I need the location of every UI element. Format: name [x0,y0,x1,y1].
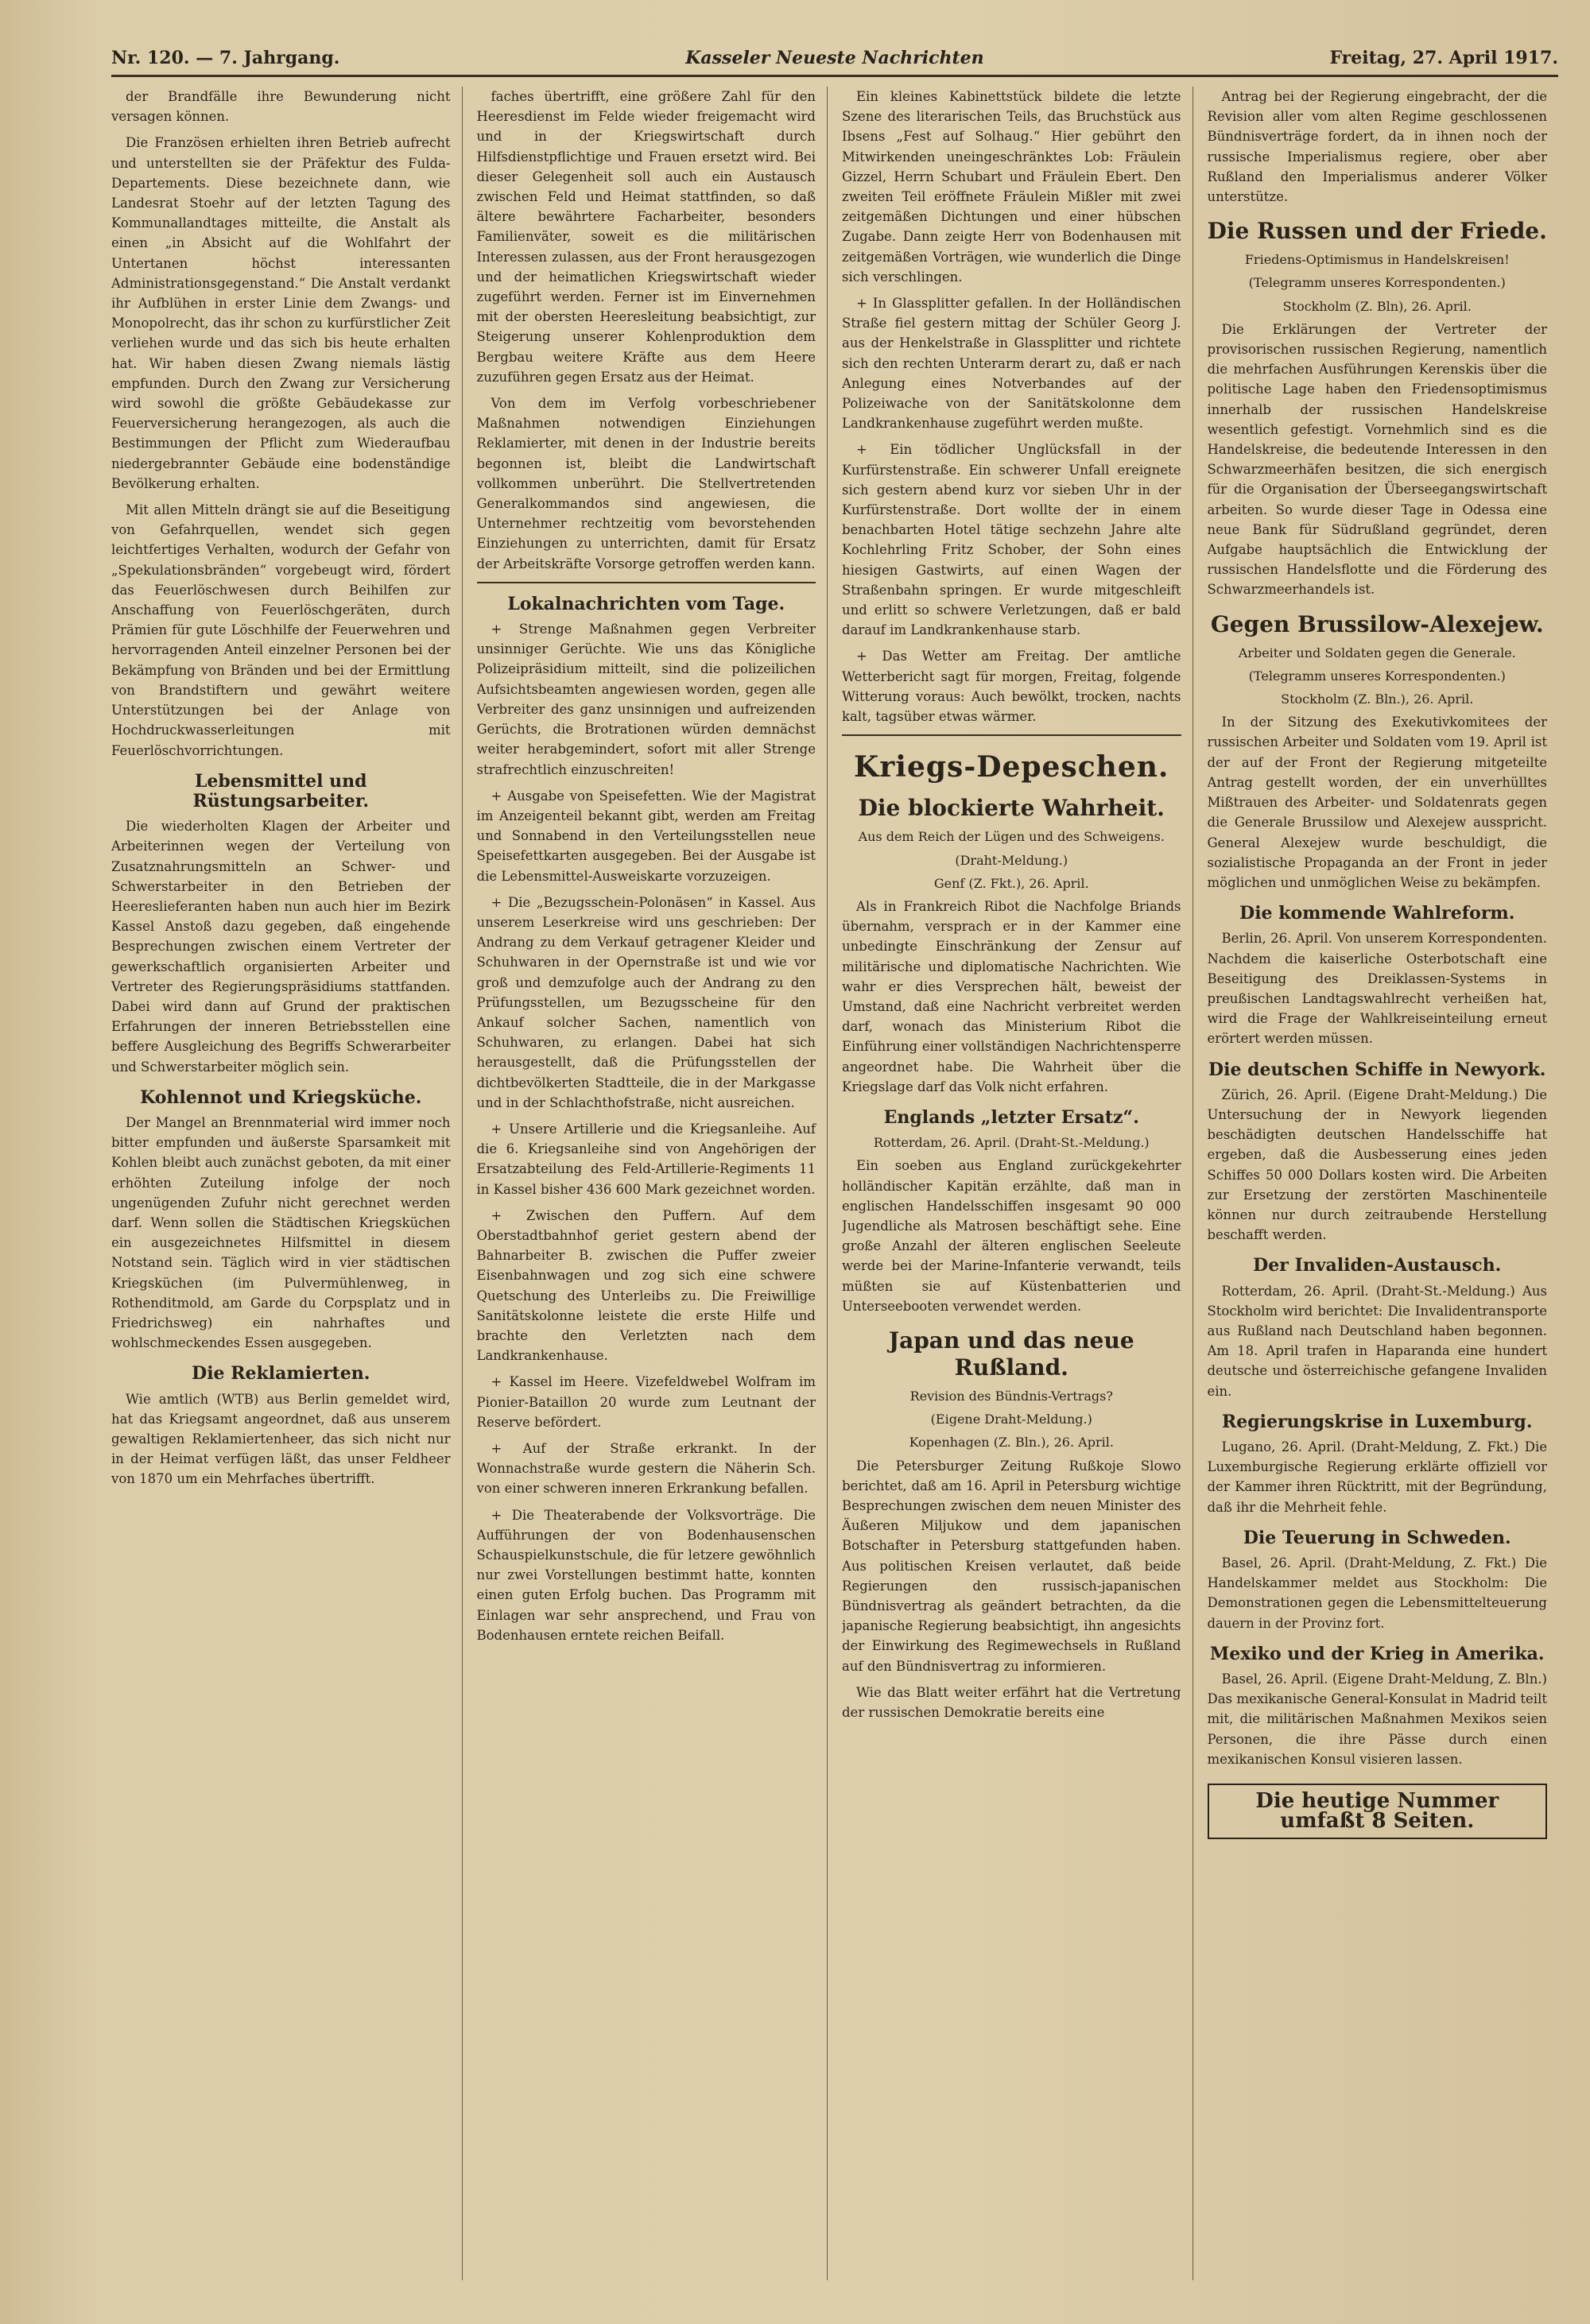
headline: Englands „letzter Ersatz“. [883,1106,1139,1128]
headline: Der Invaliden-Austausch. [1253,1255,1502,1276]
masthead [111,48,1558,77]
headline: Kohlennot und Kriegsküche. [140,1086,422,1108]
headline: Die blockierte Wahrheit. [858,795,1165,822]
issue-number: Nr. 120. — 7. Jahrgang. [111,48,340,68]
headline: Lebensmittel und Rüstungsarbeiter. [192,770,370,811]
article-text: Lugano, 26. April. (Draht-Meldung, Z. Fkt.) Die Luxemburgische Regierung erklärte offiziell vor der Kammer ihren Rücktritt, mit der Begründung, daß ihr die Mehrheit fehle. [1207,1439,1547,1515]
subheadline: (Telegramm unseres Korrespondenten.) [1248,668,1506,684]
article-text: Wie das Blatt weiter erfährt hat die Vertretung der russischen Demokratie bereits eine [842,1684,1181,1721]
article-text: Wie amtlich (WTB) aus Berlin gemeldet wird, hat das Kriegsamt angeordnet, daß aus unserem gewaltigen Reklamiertenheer, das sich nicht nur in der Heimat verfügen läßt, das unser Feldheer von 1870 um ein Mehrfaches übertrifft. [111,1391,451,1487]
dateline: Stockholm (Z. Bln.), 26. April. [1281,691,1474,707]
subheadline: Aus dem Reich der Lügen und des Schweigens. [858,829,1165,845]
headline: Lokalnachrichten vom Tage. [507,593,785,614]
article-text: + In Glassplitter gefallen. In der Holländischen Straße fiel gestern mittag der Schüler Georg J. aus der Henkelstraße in Glassplitter und richtete sich den rechten Unterarm derart zu, daß er nach Anlegung eines Notverbandes auf der Polizeiwache von der Sanitätskolonne dem Landkrankenhause zugeführt werden mußte. [842,296,1181,432]
article-text: Berlin, 26. April. Von unserem Korrespondenten. Nachdem die kaiserliche Osterbotschaft eine Beseitigung des Dreiklassen-Systems in preußischen Landtagswahlrecht verheißen hat, wird die Frage der Wahlkreiseinteilung erneut erörtert werden müssen. [1207,931,1547,1047]
article-text: + Zwischen den Puffern. Auf dem Oberstadtbahnhof geriet gestern abend der Bahnarbeiter B. zwischen die Puffer zweier Eisenbahnwagen und zog sich eine schwere Quetschung des Unterleibs zu. Die Freiwillige Sanitätskolonne leistete die erste Hilfe und brachte den Verletzten nach dem Landkrankenhause. [476,1207,816,1364]
paper-name: Kasseler Neueste Nachrichten [685,48,984,68]
issue-date: Freitag, 27. April 1917. [1329,48,1558,68]
article-text: Ein kleines Kabinettstück bildete die letzte Szene des literarischen Teils, das Bruchstück aus Ibsens „Fest auf Solhaug.“ Hier gebührt den Mitwirkenden uneingeschränktes Lob: Fräulein Gizzel, Herrn Schubart und Fräulein Ebert. Den zweiten Teil eröffnete Fräulein Mißler mit zwei zeitgemäßen Dichtungen und einer hübschen Zugabe. Dann zeigte Herr von Bodenhausen mit zeitgemäßen Vorträgen, wie wunderlich die Dinge sich verschlingen. [842,89,1181,285]
headline: Die deutschen Schiffe in Newyork. [1208,1059,1546,1080]
article-text: der Brandfälle ihre Bewunderung nicht versagen können. [111,89,451,125]
headline: Die Russen und der Friede. [1207,218,1547,245]
column-1 [111,87,463,2280]
column-4 [1208,87,1559,2280]
subheadline: (Eigene Draht-Meldung.) [930,1412,1092,1427]
subheadline: Arbeiter und Soldaten gegen die Generale. [1238,645,1516,660]
article-text: Rotterdam, 26. April. (Draht-St.-Meldung.) Aus Stockholm wird berichtet: Die Invalidentransporte aus Rußland nach Deutschland haben begonnen. Am 18. April trafen in Haparanda eine hundert deutsche und österreichische gefangene Invaliden ein. [1207,1283,1547,1399]
article-text: Von dem im Verfolg vorbeschriebener Maßnahmen notwendigen Einziehungen Reklamierter, mit denen in der Industrie bereits begonnen ist, bleibt die Landwirtschaft vollkommen unberührt. Die Stellvertretenden Generalkommandos sind angewiesen, die Unternehmer rechtzeitig vom bevorstehenden Einziehungen zu unterrichten, damit für Ersatz der Arbeitskräfte Vorsorge getroffen werden kann. [476,396,816,571]
dateline: Genf (Z. Fkt.), 26. April. [933,875,1089,891]
dateline: Stockholm (Z. Bln), 26. April. [1282,298,1472,314]
article-text: + Die „Bezugsschein-Polonäsen“ in Kassel. Aus unserem Leserkreise wird uns geschrieben: Der Andrang zu dem Verkauf getragener Kleider und Schuhwaren in der Opernstraße ist und wie vor groß und demzufolge auch der Andrang zu den Prüfungsstellen, um Bezugsscheine für den Ankauf solcher Sachen, namentlich von Schuhwaren, zu erlangen. Dabei hat sich herausgestellt, daß die Prüfungsstellen der dichtbevölkerten Stadtteile, die in der Markgasse und in der Schlachthofstraße, nicht ausreichen. [476,894,816,1110]
article-text: + Das Wetter am Freitag. Der amtliche Wetterbericht sagt für morgen, Freitag, folgende Witterung voraus: Auch bewölkt, trocken, nachts kalt, tagsüber etwas wärmer. [842,649,1181,725]
dateline: Kopenhagen (Z. Bln.), 26. April. [909,1435,1114,1451]
article-text: Zürich, 26. April. (Eigene Draht-Meldung.) Die Untersuchung der in Newyork liegenden beschädigten deutschen Handelsschiffe hat ergeben, daß die Ausbesserung eines jeden Schiffes 50 000 Dollars kosten wird. Die Arbeiten zur Ersetzung der zerstörten Maschinenteile können nur durch zeitraubende Herstellung beschafft werden. [1207,1086,1547,1243]
article-text: + Strenge Maßnahmen gegen Verbreiter unsinniger Gerüchte. Wie uns das Königliche Polizeipräsidium mitteilt, sind die polizeilichen Aufsichtsbeamten angewiesen worden, gegen alle Verbreiter des ganz unsinnigen und aufreizenden Gerüchts, die Brotrationen würden demnächst weiter herabgemindert, sofort mit aller Strenge strafrechtlich einzuschreiten! [476,622,816,777]
article-text: Antrag bei der Regierung eingebracht, der die Revision aller vom alten Regime geschlossenen Bündnisverträge fordert, da in ihnen noch der russische Imperialismus regiere, ober aber Rußland den Imperialismus anderer Völker unterstütze. [1207,89,1547,205]
section-headline: Kriegs-Depeschen. [854,750,1169,784]
headline: Die Teuerung in Schweden. [1243,1527,1511,1548]
subheadline: Friedens-Optimismus in Handelskreisen! [1244,252,1510,268]
article-text: + Auf der Straße erkrankt. In der Wonnachstraße wurde gestern die Näherin Sch. von einer schweren inneren Erkrankung befallen. [476,1441,816,1497]
subheadline: (Draht-Meldung.) [955,852,1068,868]
article-text: faches übertrifft, eine größere Zahl für den Heeresdienst im Felde wieder freigemacht wird und in der Kriegswirtschaft durch Hilfsdienstpflichtige und Frauen ersetzt wird. Bei dieser Gelegenheit soll auch ein Austausch zwischen Feld und Heimat stattfinden, so daß ältere bewährtere Facharbeiter, besonders Familienväter, soweit es die militärischen Interessen zulassen, aus der Front herausgezogen und der heimatlichen Kriegswirtschaft wieder zugeführt werden. Ferner ist im Einvernehmen mit der obersten Heeresleitung beabsichtigt, zur Steigerung unserer Kohlenproduktion dem Bergbau weitere Kräfte aus dem Heere zuzuführen gegen Ersatz aus der Heimat. [476,89,816,385]
article-text: In der Sitzung des Exekutivkomitees der russischen Arbeiter und Soldaten vom 19. April ist der auf der Front der Regierung mitgeteilte Antrag gestellt worden, der ein unverhülltes Mißtrauen des Arbeiter- und Soldatenrats gegen die Generale Brussilow und Alexejew ausspricht. General Alexejew wurde beschuldigt, die sozialistische Propaganda an der Front in jeder möglichen und unmöglichen Weise zu bekämpfen. [1207,715,1547,890]
headline: Gegen Brussilow-Alexejew. [1210,610,1544,637]
article-text: Basel, 26. April. (Eigene Draht-Meldung, Z. Bln.) Das mexikanische General-Konsulat in Madrid teilt mit, die militärischen Maßnahmen Mexikos seien Personen, die ihre Pässe durch einen mexikanischen Konsul visieren lassen. [1207,1671,1547,1767]
article-text: + Kassel im Heere. Vizefeldwebel Wolfram im Pionier-Bataillon 20 wurde zum Leutnant der Reserve befördert. [476,1374,816,1430]
article-text: Die Erklärungen der Vertreter der provisorischen russischen Regierung, namentlich die mehrfachen Ausführungen Kerenskis über die politische Lage haben den Friedensoptimismus innerhalb der russischen Handelskreise wesentlich gefestigt. Vornehmlich sind es die Handelskreise, die bedeutende Interessen in den Schwarzmeerhäfen besitzen, die sich energisch für die Organisation der Überseegangswirtschaft arbeiten. So wurde dieser Tage in Odessa eine neue Bank für Südrußland gegründet, deren Aufgabe hauptsächlich die Entwicklung der russischen Handelsflotte und die Förderung des Schwarzmeerhandels ist. [1207,321,1547,598]
article-text: Die Französen erhielten ihren Betrieb aufrecht und unterstellten sie der Präfektur des Fulda-Departements. Diese bezeichnete dann, wie Landesrat Stoehr auf der letzten Tagung des Kommunallandtages mitteilte, die Anstalt als einen „in Absicht auf die Wohlfahrt der Untertanen höchst interessanten Administrationsgegenstand.“ Die Anstalt verdankt ihr Aufblühen in erster Linie dem Zwangs- und Monopolrecht, das ihr schon zu kurfürstlicher Zeit verliehen wurde und das sich bis heute erhalten hat. Wir haben diesen Zwang niemals lästig empfunden. Durch den Zwang zur Versicherung wird sowohl die größte Gebäudekasse zur Feuerversicherung herangezogen, als auch die Bestimmungen der Pflicht zum Wiederaufbau niedergebrannter Gebäude eine bodenständige Bevölkerung erhalten. [111,135,451,491]
headline: Regierungskrise in Luxemburg. [1222,1411,1533,1432]
article-text: Als in Frankreich Ribot die Nachfolge Briands übernahm, versprach er in der Kammer eine unbedingte Einschränkung der Zensur auf militärische und diplomatische Nachrichten. Wie wahr er dies Versprechen hält, beweist der Umstand, daß eine Nachricht verbreitet werden darf, wonach das Ministerium Ribot die Einführung einer vollständigen Nachrichtensperre angeordnet habe. Die Wahrheit über die Kriegslage darf das Volk nicht erfahren. [842,898,1181,1094]
article-text: Ein soeben aus England zurückgekehrter holländischer Kapitän erzählte, daß man in englischen Handelsschiffen insgesamt 90 000 Jugendliche als Matrosen beschäftigt sehe. Eine große Anzahl der älteren englischen Seeleute werde bei der Marine-Infanterie verwandt, teils müßten sie auf Küstenbatterien und Unterseebooten verwendet werden. [842,1158,1181,1314]
columns [111,87,1558,2280]
article-text: Basel, 26. April. (Draht-Meldung, Z. Fkt.) Die Handelskammer meldet aus Stockholm: Die Demonstrationen gegen die Lebensmittelteuerung dauern in der Provinz fort. [1207,1555,1547,1631]
article-text: Die Petersburger Zeitung Rußkoje Slowo berichtet, daß am 16. April in Petersburg wichtige Besprechungen zwischen dem neuen Minister des Äußeren Miljukow und dem japanischen Botschafter in Petersburg stattgefunden haben. Aus politischen Kreisen verlautet, daß beide Regierungen den russisch-japanischen Bündnisvertrag als geändert betrachten, da die japanische Regierung beabsichtigt, ihn angesichts der Einwirkung des Regimewechsels in Rußland auf den Bündnisvertrag zu informieren. [842,1458,1181,1674]
divider [842,734,1181,736]
dateline: Rotterdam, 26. April. (Draht-St.-Meldung.) [873,1135,1150,1151]
headline: Die kommende Wahlreform. [1239,903,1515,924]
article-text: + Die Theaterabende der Volksvorträge. Die Aufführungen der von Bodenhausenschen Schauspielkunstschule, die für letzere gewöhnlich nur zwei Vorstellungen bestimmt hatte, konnten einen guten Erfolg buchen. Das Programm mit Einlagen war sehr ansprechend, und Frau von Bodenhausen erntete reichen Beifall. [476,1507,816,1643]
headline: Die Reklamierten. [192,1363,370,1385]
page-count-notice: Die heutige Nummer umfaßt 8 Seiten. [1208,1784,1548,1839]
article-text: Der Mangel an Brennmaterial wird immer noch bitter empfunden und äußerste Sparsamkeit mit Kohlen bleibt auch zunächst geboten, da mit einer erhöhten Zuteilung infolge der noch ungenügenden Zufuhr nicht gerechnet werden darf. Wenn sollen die Städtischen Kriegsküchen ein ausgezeichnetes Hilfsmittel in diesem Notstand sein. Täglich wird in vier städtischen Kriegsküchen (im Pulvermühlenweg, in Rothenditmold, am Garde du Corpsplatz und in Friedrichsweg) ein nahrhaftes und wohlschmeckendes Essen ausgegeben. [111,1114,451,1351]
subheadline: (Telegramm unseres Korrespondenten.) [1248,275,1506,291]
article-text: + Ein tödlicher Unglücksfall in der Kurfürstenstraße. Ein schwerer Unfall ereignete sich gestern abend kurz vor sieben Uhr in der Kurfürstenstraße. Dort wollte der in einem benachbarten Hotel tätige sechzehn Jahre alte Kochlehrling Fritz Schober, der Sohn eines hiesigen Gastwirts, auf einen Wagen der Straßenbahn springen. Er wurde mitgeschleift und erlitt so schwere Verletzungen, daß er bald darauf im Landkrankenhause starb. [842,442,1181,638]
article-text: + Ausgabe von Speisefetten. Wie der Magistrat im Anzeigenteil bekannt gibt, werden am Freitag und Sonnabend in den Verteilungsstellen neue Speisefettkarten ausgegeben. Bei der Ausgabe ist die Lebensmittel-Ausweiskarte vorzuzeigen. [476,788,816,884]
subheadline: Revision des Bündnis-Vertrags? [909,1388,1113,1404]
article-text: + Unsere Artillerie und die Kriegsanleihe. Auf die 6. Kriegsanleihe sind von Angehörigen der Ersatzabteilung des Feld-Artillerie-Regiments 11 in Kassel bisher 436 600 Mark gezeichnet worden. [476,1121,816,1197]
column-3 [842,87,1193,2280]
article-text: Die wiederholten Klagen der Arbeiter und Arbeiterinnen wegen der Verteilung von Zusatznahrungsmitteln an Schwer- und Schwerstarbeiter in den Betrieben der Heereslieferanten haben nun auch hier im Bezirk Kassel Anstoß dazu gegeben, daß eingehende Besprechungen zwischen einem Vertreter der gewerkschaftlich organisierten Arbeiter und Vertreter des Regierungspräsidiums stattfanden. Dabei wird dann auf Grund der praktischen Erfahrungen der inneren Betriebsstellen eine beffere Ausgleichung des Begriffs Schwerarbeiter und Schwerstarbeiter möglich sein. [111,819,451,1075]
article-text: Mit allen Mitteln drängt sie auf die Beseitigung von Gefahrquellen, wendet sich gegen leichtfertiges Verhalten, wodurch der Gefahr von „Spekulationsbränden“ vorgebeugt wird, fördert das Feuerlöschwesen durch Beihilfen zur Anschaffung von Feuerlöschgeräten, durch Prämien für gute Löschhilfe der Feuerwehren und hervorragenden Anteil einzelner Personen bei der Bekämpfung von Bränden und bei der Ermittlung von Brandstiftern und gewährt weitere Unterstützungen bei der Anlage von Hochdruckwasserleitungen mit Feuerlöschvorrichtungen. [111,502,451,758]
headline: Japan und das neue Rußland. [888,1327,1134,1381]
column-2 [477,87,828,2280]
headline: Mexiko und der Krieg in Amerika. [1209,1643,1545,1664]
divider [477,582,816,583]
